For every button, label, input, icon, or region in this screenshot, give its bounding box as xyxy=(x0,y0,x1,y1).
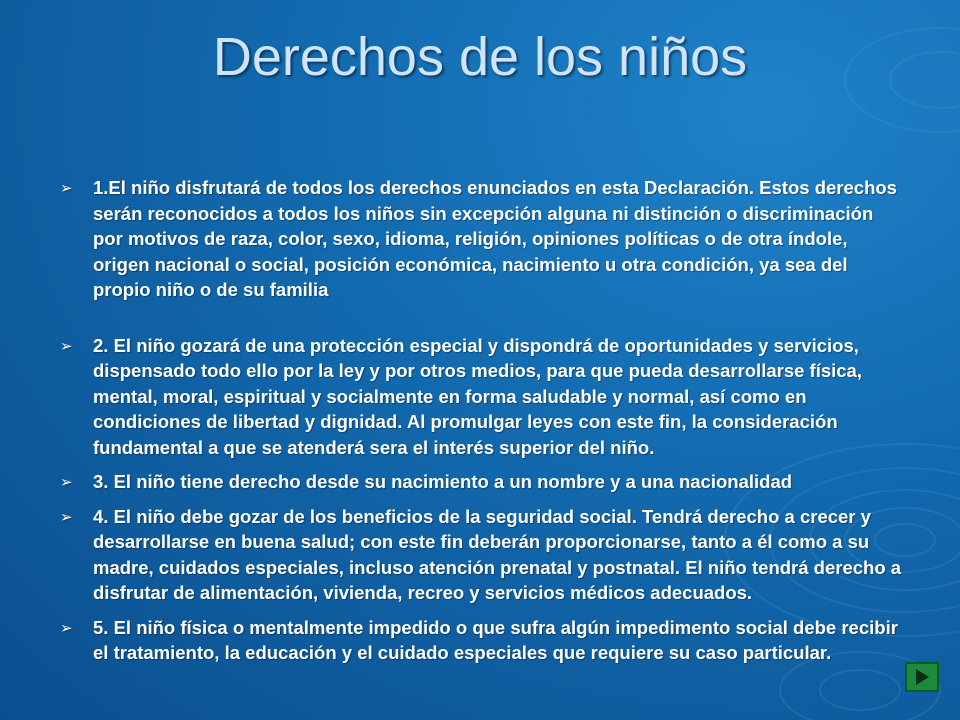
bullet-list xyxy=(60,175,905,666)
bullet-item xyxy=(60,504,905,606)
bullet-arrow-icon: ➢ xyxy=(60,180,73,197)
bullet-arrow-icon: ➢ xyxy=(60,337,73,355)
bullet-text: 1.El niño disfrutará de todos los derechos enunciados en esta Declaración. Estos derechos serán reconocidos a todos los niños sin excepción alguna ni distinción o discriminación por motivos de raza, color, sexo, idioma, religión, opiniones políticas o de otra índole, origen nacional o social, posición económica, nacimiento u otra condición, ya sea del propio niño o de su familia xyxy=(93,177,897,300)
bullet-arrow-icon: ➢ xyxy=(60,474,73,491)
bullet-item xyxy=(60,469,905,495)
bullet-arrow-icon: ➢ xyxy=(60,619,73,637)
bullet-text: 4. El niño debe gozar de los beneficios de la seguridad social. Tendrá derecho a crecer y desarrollarse en buena salud; con este fin deberán proporcionarse, tanto a él como a su madre, cuidados especiales, incluso atención prenatal y postnatal. El niño tendrá derecho a disfrutar de alimentación, vivienda, recreo y servicios médicos adecuados. xyxy=(93,505,902,603)
bullet-arrow-icon: ➢ xyxy=(60,508,73,526)
next-slide-button[interactable] xyxy=(905,662,939,692)
bullet-item xyxy=(60,333,905,461)
bullet-item xyxy=(60,175,905,303)
bullet-text: 3. El niño tiene derecho desde su nacimiento a un nombre y a una nacionalidad xyxy=(93,471,793,492)
bullet-text: 5. El niño física o mentalmente impedido o que sufra algún impedimento social debe recibir el tratamiento, la educación y el cuidado especiales que requiere su caso particular. xyxy=(93,616,898,663)
bullet-item xyxy=(60,615,905,666)
slide-title: Derechos de los niños xyxy=(212,27,748,87)
bullet-text: 2. El niño gozará de una protección especial y dispondrá de oportunidades y servicios, dispensado todo ello por la ley y por otros medios, para que pueda desarrollarse física, mental, moral, espiritual y socialmente en forma saludable y normal, así como en condiciones de libertad y dignidad. Al promulgar leyes con este fin, la consideración fundamental a que se atenderá sera el interés superior del niño. xyxy=(93,334,862,458)
next-arrow-icon xyxy=(913,668,931,686)
